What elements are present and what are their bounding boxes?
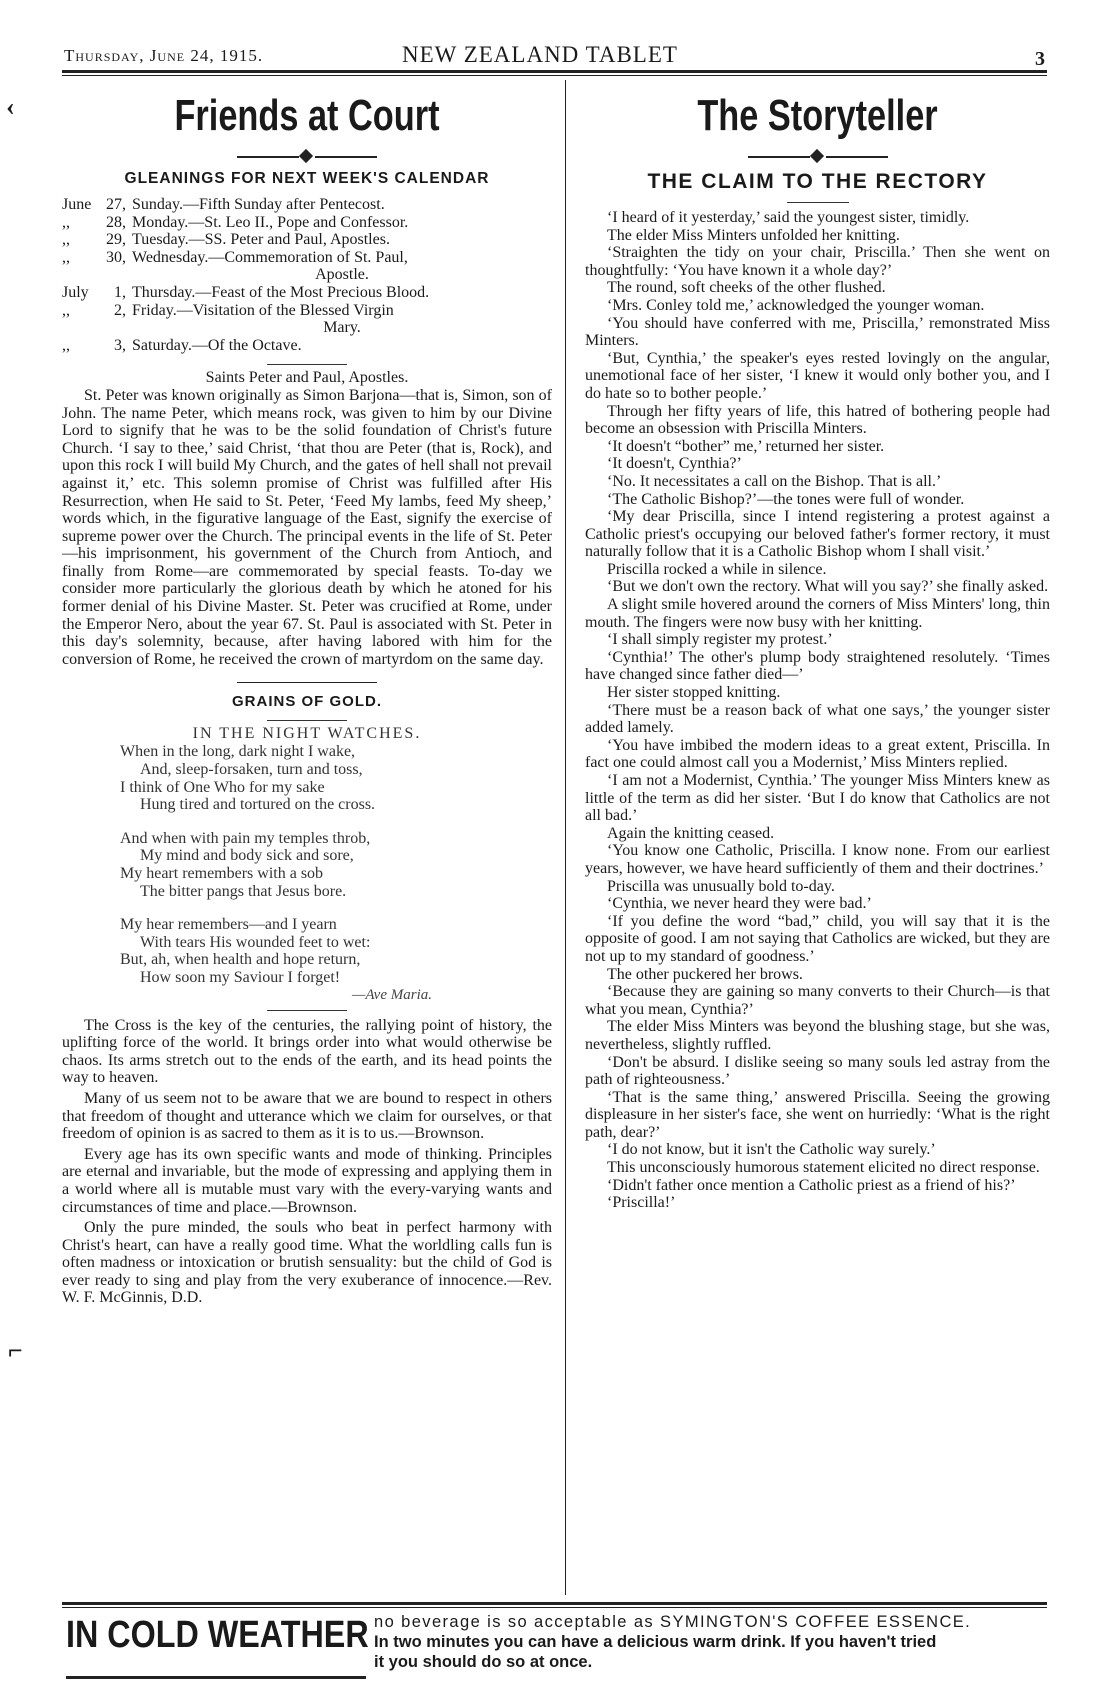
calendar-day: 29, [106,231,126,249]
story-paragraph: Again the knitting ceased. [607,824,775,842]
divider [237,682,377,683]
poem [120,743,552,986]
title-ornament [237,150,377,164]
story-paragraph: The other puckered her brows. [607,965,803,983]
story-paragraph: ‘Cynthia, we never heard they were bad.’ [607,895,872,913]
margin-arrow-icon: ‹ [6,92,15,121]
story-paragraph: ‘There must be a reason back of what one says,’ the younger sister added lamely. [585,701,1050,737]
story-paragraph: ‘It doesn't “bother” me,’ returned her sister. [607,437,885,455]
calendar-entry [62,231,552,249]
paragraph: Only the pure minded, the souls who beat in perfect harmony with Christ's heart, can have a really good time. What the worldling calls fun is often madness or intoxication or brutish sensuality: but the child of God is ever ready to sing and play from the very exuberance of innocence.—Rev. W. F. McGinnis, D.D. [62,1219,552,1307]
story-paragraph: Priscilla rocked a while in silence. [607,560,827,578]
divider [267,364,347,365]
story-paragraph: This unconsciously humorous statement elicited no direct response. [607,1159,1040,1177]
margin-corner-icon: ⌐ [8,1336,23,1365]
calendar-text: Thursday.—Feast of the Most Precious Blood. [132,283,430,301]
calendar-day: 27, [106,196,126,213]
calendar-text: Sunday.—Fifth Sunday after Pentecost. [132,196,385,213]
calendar-text: Tuesday.—SS. Peter and Paul, Apostles. [132,231,390,249]
calendar-text: Friday.—Visitation of the Blessed Virgin Mary. [132,302,552,337]
friends-at-court-column [62,84,552,1307]
poem-line: Hung tired and tortured on the cross. [140,796,376,814]
poem-credit: —Ave Maria. [352,986,432,1003]
calendar-month: ,, [62,248,70,266]
story-title: THE CLAIM TO THE RECTORY [647,170,988,193]
advert-underline [66,1676,366,1679]
publication-title: NEW ZEALAND TABLET [402,42,678,67]
poem-line: My mind and body sick and sore, [140,847,354,865]
calendar-text-cont: Mary. [323,319,361,337]
calendar-text: Saturday.—Of the Octave. [132,336,302,354]
calendar-month: ,, [62,231,70,249]
story-paragraph: ‘Because they are gaining so many converts to their Church—is that what you mean, Cynthia?’ [585,983,1050,1018]
advert-body [374,1612,1044,1672]
advert-line: no beverage is so acceptable as SYMINGTON'S COFFEE ESSENCE. [374,1613,972,1631]
story-paragraph: Through her fifty years of life, this hatred of bothering people had become an obsession with Priscilla Minters. [585,402,1050,438]
calendar-entry [62,337,552,355]
calendar-text-cont: Apostle. [315,266,369,284]
calendar-entry [62,196,552,214]
story-paragraph: ‘Priscilla!’ [607,1194,676,1212]
section-title: Friends at Court [174,91,440,140]
calendar-month: June [62,196,92,213]
story-paragraph: ‘But, Cynthia,’ the speaker's eyes rested lovingly on the angular, unemotional face of her sister, ‘I knew it would only bother you, and I do hate so to bother people.’ [585,349,1050,402]
calendar-month: ,, [62,213,70,231]
calendar-entry [62,249,552,284]
advert-line: In two minutes you can have a delicious warm drink. If you haven't tried [374,1633,937,1651]
story-paragraphs [585,209,1050,1212]
story-paragraph: ‘I am not a Modernist, Cynthia.’ The younger Miss Minters knew as little of the term as did her sister. ‘But I do know that Catholics are not all bad.’ [585,772,1050,825]
story-paragraph: ‘But we don't own the rectory. What will you say?’ she finally asked. [607,578,1049,596]
divider [267,1010,347,1011]
calendar-day: 3, [114,336,126,354]
story-paragraph: ‘I heard of it yesterday,’ said the youngest sister, timidly. [607,209,970,226]
poem-line: My heart remembers with a sob [120,865,324,882]
calendar-day: 28, [106,213,126,231]
calendar-month: ,, [62,301,70,319]
story-paragraph: ‘You have imbibed the modern ideas to a great extent, Priscilla. In fact one could almost call you a Modernist,’ Miss Minters replied. [585,736,1050,772]
story-paragraph: Priscilla was unusually bold to-day. [607,877,835,895]
calendar-list [62,196,552,354]
advert-headline: IN COLD WEATHER [66,1614,369,1656]
calendar-entry [62,302,552,337]
poem-line: The bitter pangs that Jesus bore. [140,882,347,900]
poem-line: And when with pain my temples throb, [120,829,371,847]
story-paragraph: ‘That is the same thing,’ answered Priscilla. Seeing the growing displeasure in her sister's face, she went on hurriedly: ‘What is the right path, dear?’ [585,1088,1050,1141]
advert-line: it you should do so at once. [374,1653,593,1671]
story-paragraph: ‘I shall simply register my protest.’ [607,631,833,649]
story-paragraph: ‘It doesn't, Cynthia?’ [607,455,742,473]
paragraph: The Cross is the key of the centuries, the rallying point of history, the uplifting force of the world. It brings order into what would otherwise be chaos. Its arms stretch out to the ends of the earth, and its head points the way to heaven. [62,1016,552,1087]
story-paragraph: A slight smile hovered around the corners of Miss Minters' long, thin mouth. The fingers were now busy with her knitting. [585,596,1050,631]
column-divider [565,80,566,1595]
story-paragraph: Her sister stopped knitting. [607,684,781,702]
story-paragraph: ‘If you define the word “bad,” child, you will say that it is the opposite of good. I am not saying that Catholics are wicked, but they are not up to my standard of goodness.’ [585,912,1050,965]
story-paragraph: ‘I do not know, but it isn't the Catholic way surely.’ [607,1141,936,1159]
story-paragraph: ‘Don't be absurd. I dislike seeing so many souls led astray from the path of righteousness.’ [585,1053,1050,1089]
poem-line: My hear remembers—and I yearn [120,916,337,934]
page-header [62,40,1045,70]
section-title: The Storyteller [697,91,938,140]
calendar-text: Monday.—St. Leo II., Pope and Confessor. [132,213,409,231]
calendar-entry [62,284,552,302]
calendar-text: Wednesday.—Commemoration of St. Paul, Apostle. [132,249,552,284]
calendar-day: 2, [114,301,126,319]
story-paragraph: The elder Miss Minters was beyond the blushing stage, but she was, nevertheless, slightly ruffled. [585,1018,1050,1053]
poem-line: But, ah, when health and hope return, [120,951,361,969]
divider [267,720,347,721]
calendar-month: ,, [62,336,70,354]
story-paragraph: ‘Didn't father once mention a Catholic priest as a friend of his?’ [607,1176,1016,1194]
title-ornament [748,150,888,164]
story-paragraph: ‘My dear Priscilla, since I intend registering a protest against a Catholic priest's occupying our beloved father's former rectory, it must naturally follow that it is a Catholic Bishop whom I shall visit.’ [585,508,1050,561]
issue-date: Thursday, June 24, 1915. [64,46,264,65]
story-paragraph: ‘Mrs. Conley told me,’ acknowledged the younger woman. [607,296,985,314]
paragraph: Every age has its own specific wants and mode of thinking. Principles are eternal and invariable, but the mode of expressing and applying them in a world where all is mutable must vary with the every-varying wants and circumstances of time and place.—Brownson. [62,1145,552,1216]
saints-paragraph: St. Peter was known originally as Simon Barjona—that is, Simon, son of John. The name Peter, which means rock, was given to him by our Divine Lord to signify that he was to be the solid foundation of Christ's future Church. ‘I say to thee,’ said Christ, ‘that thou are Peter (that is, Rock), and upon this rock I will build My Church, and the gates of hell shall not prevail against it,’ etc. This solemn promise of Christ was fulfilled after His Resurrection, when He said to St. Peter, ‘Feed My lambs, feed My sheep,’ words which, in the figurative language of the East, signify the exercise of supreme power over the Church. The principal events in the life of St. Peter—his imprisonment, his government of the Church from Antioch, and finally from Rome—are commemorated by special feasts. To-day we consider more particularly the glorious death by which he atoned for his former denial of his Divine Master. St. Peter was crucified at Rome, under the Emperor Nero, about the year 67. St. Paul is associated with St. Peter in this day's solemnity, because, after having labored with him for the conversion of Rome, he received the crown of martyrdom on the same day. [62,386,552,668]
poem-line: And, sleep-forsaken, turn and toss, [140,761,363,779]
stanza-gap [120,814,552,830]
calendar-heading: GLEANINGS FOR NEXT WEEK'S CALENDAR [124,170,490,187]
calendar-day: 30, [106,248,126,266]
poem-line: When in the long, dark night I wake, [120,743,356,761]
left-paragraphs [62,1017,552,1308]
story-paragraph: The elder Miss Minters unfolded her knitting. [607,226,900,244]
advert-rule [62,1602,1047,1605]
advert-rule-thin [62,1607,1047,1608]
grains-heading: GRAINS OF GOLD. [232,693,382,711]
poem-line: With tears His wounded feet to wet: [140,933,371,951]
saints-heading: Saints Peter and Paul, Apostles. [205,369,409,387]
story-paragraph: ‘Straighten the tidy on your chair, Priscilla.’ Then she went on thoughtfully: ‘You have known it a whole day?’ [585,244,1050,279]
storyteller-column [585,84,1050,1212]
story-paragraph: ‘You know one Catholic, Priscilla. I know none. From our earliest years, however, we have heard sufficiently of them and their doctrines.’ [585,842,1050,877]
divider [787,202,849,203]
story-paragraph: ‘No. It necessitates a call on the Bishop. That is all.’ [607,472,942,490]
story-paragraph: ‘You should have conferred with me, Priscilla,’ remonstrated Miss Minters. [585,314,1050,350]
paragraph: Many of us seem not to be aware that we are bound to respect in others that freedom of thought and utterance which we claim for ourselves, or that freedom of opinion is as sacred to them as it is to us.—Brownson. [62,1089,552,1143]
story-paragraph: ‘Cynthia!’ The other's plump body straightened resolutely. ‘Times have changed since father died—’ [585,648,1050,684]
page-number: 3 [1035,48,1045,70]
header-rule-thin [62,75,1047,76]
story-paragraph: The round, soft cheeks of the other flushed. [607,279,886,297]
poem-title: IN THE NIGHT WATCHES. [192,725,422,743]
calendar-entry [62,214,552,232]
calendar-day: 1, [114,283,126,301]
story-paragraph: ‘The Catholic Bishop?’—the tones were full of wonder. [607,490,965,508]
poem-line: How soon my Saviour I forget! [140,968,341,986]
calendar-month: July [62,283,89,301]
header-rule [62,70,1047,73]
stanza-gap [120,900,552,916]
poem-line: I think of One Who for my sake [120,778,325,796]
